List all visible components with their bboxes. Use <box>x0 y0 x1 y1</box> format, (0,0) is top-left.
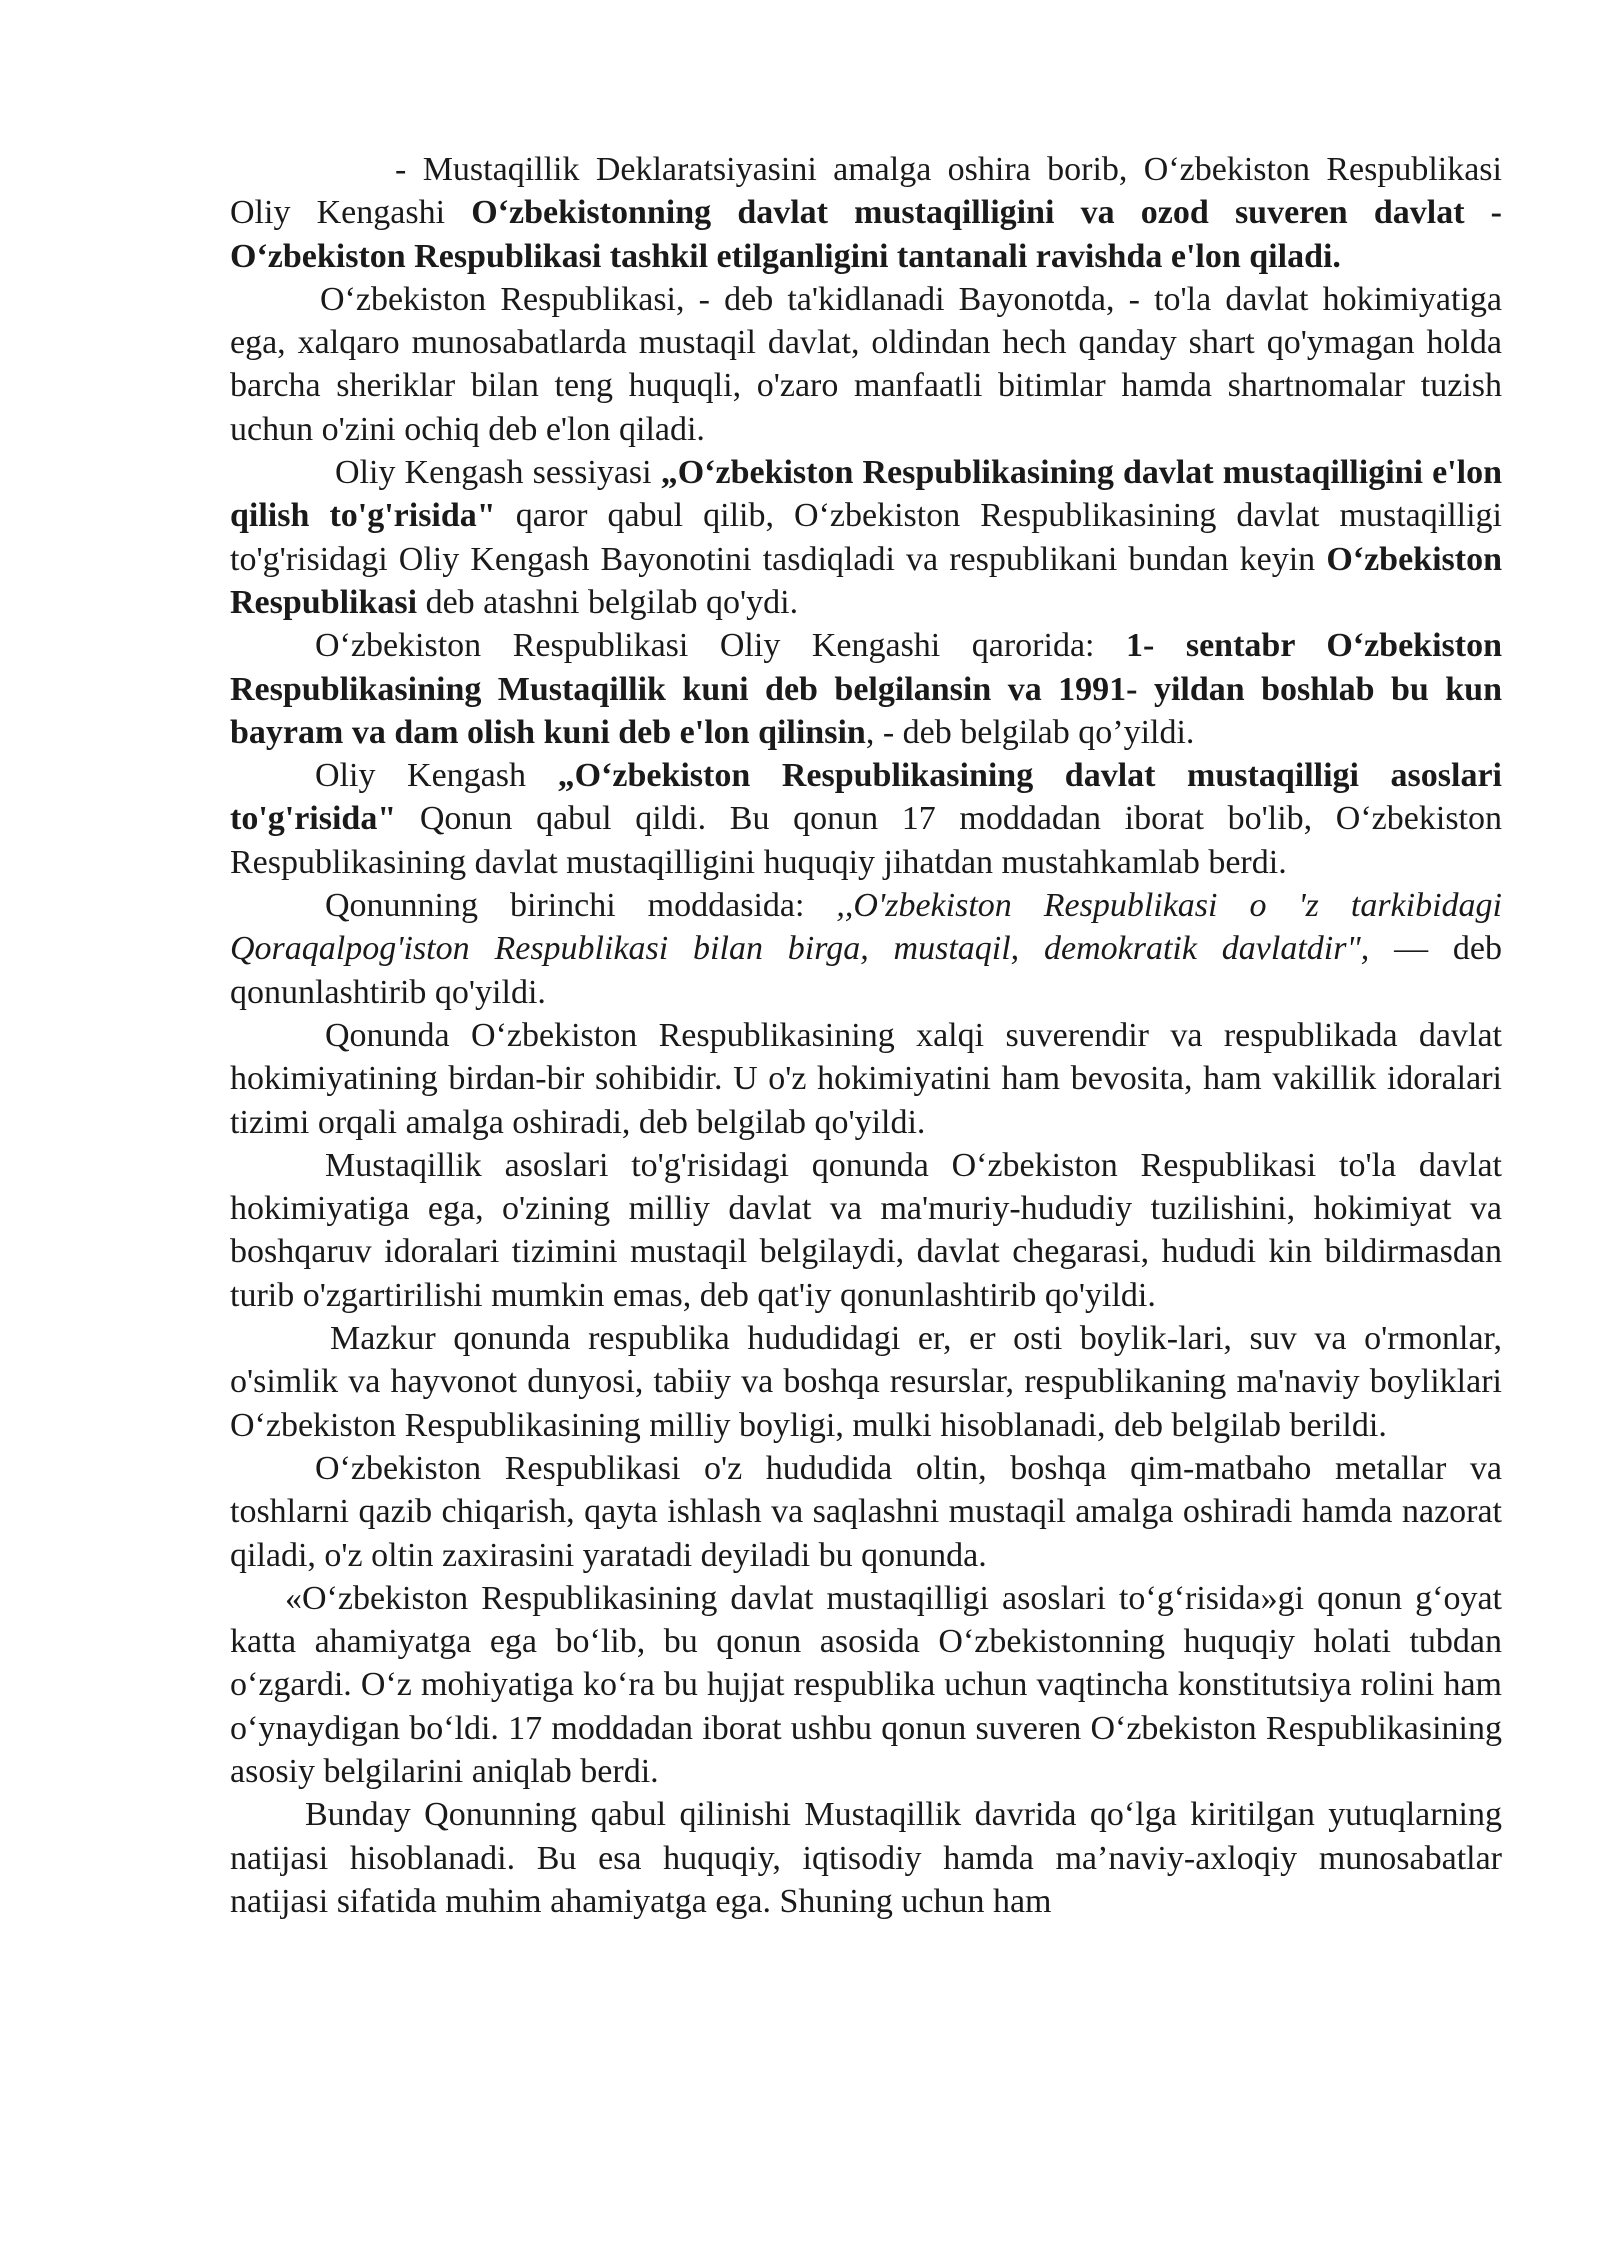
paragraph-3-run-5: deb atashni belgilab qo'ydi. <box>417 583 799 621</box>
paragraph-6 <box>230 884 1502 1014</box>
paragraph-4-run-1: O‘zbekiston Respublikasi Oliy Kengashi qarorida: <box>315 627 1127 665</box>
paragraph-7 <box>230 1014 1502 1144</box>
paragraph-4-run-2: 1- sentabr O‘zbekiston Respublikasining Mustaqillik kuni deb belgilansin va 1991- yildan boshlab bu kun bayram va dam olish kuni deb e'lon qilinsin <box>230 627 1502 751</box>
paragraph-4 <box>230 624 1502 754</box>
paragraph-2 <box>230 278 1502 451</box>
paragraph-1-run-1: - Mustaqillik Deklaratsiyasini amalga oshira borib, O‘zbekiston Respublikasi Oliy Kengashi <box>230 151 1502 232</box>
paragraph-6-run-1: Qonunning birinchi moddasida: <box>325 887 837 925</box>
paragraph-8-run-1: Mustaqillik asoslari to'g'risidagi qonunda O‘zbekiston Respublikasi to'la davlat hokimiyatiga ega, o'zining milliy davlat va ma'muriy-hududiy tuzilishini, hokimiyat va boshqaruv idoralari tizimini mustaqil belgilaydi, davlat chegarasi, hududi kin bildirmasdan turib o'zgartirilishi mumkin emas, deb qat'iy qonunlashtirib qo'yildi. <box>230 1146 1502 1314</box>
paragraph-5 <box>230 754 1502 884</box>
paragraph-3-run-3: qaror qabul qilib, O‘zbekiston Respublikasining davlat mustaqilligi to'g'risidagi Oliy Kengash Bayonotini tasdiqladi va respublikani bundan keyin <box>230 497 1503 578</box>
paragraph-10 <box>230 1447 1502 1577</box>
paragraph-5-run-3: Qonun qabul qildi. Bu qonun 17 moddadan iborat bo'lib, O‘zbekiston Respublikasining davlat mustaqilligini huquqiy jihatdan mustahkamlab berdi. <box>230 800 1502 881</box>
paragraph-3-run-4: O‘zbekiston Respublikasi <box>230 540 1502 621</box>
paragraph-12-run-1: Bunday Qonunning qabul qilinishi Mustaqillik davrida qo‘lga kiritilgan yutuqlarning natijasi hisoblanadi. Bu esa huquqiy, iqtisodiy hamda ma’naviy-axloqiy munosabatlar natijasi sifatida muhim ahamiyatga ega. Shuning uchun ham <box>230 1796 1502 1920</box>
paragraph-6-run-3: — deb qonunlashtirib qo'yildi. <box>230 930 1503 1011</box>
paragraph-4-run-3: , - deb belgilab qo’yildi. <box>865 713 1195 751</box>
paragraph-1 <box>230 148 1502 278</box>
paragraph-9 <box>230 1317 1502 1447</box>
paragraph-5-run-2: „O‘zbekiston Respublikasining davlat mustaqilligi asoslari to'g'risida" <box>230 757 1503 838</box>
paragraph-3-run-1: Oliy Kengash sessiyasi <box>335 454 661 492</box>
paragraph-3 <box>230 451 1502 624</box>
paragraph-5-run-1: Oliy Kengash <box>315 757 558 795</box>
paragraph-8 <box>230 1144 1502 1317</box>
paragraph-2-run-1: O‘zbekiston Respublikasi, - deb ta'kidlanadi Bayonotda, - to'la davlat hokimiyatiga ega, xalqaro munosabatlarda mustaqil davlat, oldindan hech qanday shart qo'ymagan holda barcha sheriklar bilan teng huquqli, o'zaro manfaatli bitimlar hamda shartnomalar tuzish uchun o'zini ochiq deb e'lon qiladi. <box>230 280 1502 448</box>
paragraph-12 <box>230 1793 1502 1923</box>
paragraph-11-run-1: «O‘zbekiston Respublikasining davlat mustaqilligi asoslari to‘g‘risida»gi qonun g‘oyat katta ahamiyatga ega bo‘lib, bu qonun asosida O‘zbekistonning huquqiy holati tubdan o‘zgardi. O‘z mohiyatiga ko‘ra bu hujjat respublika uchun vaqtincha konstitutsiya rolini ham o‘ynaydigan bo‘ldi. 17 moddadan iborat ushbu qonun suveren O‘zbekiston Respublikasining asosiy belgilarini aniqlab berdi. <box>230 1579 1502 1790</box>
paragraph-1-run-2: O‘zbekistonning davlat mustaqilligini va ozod suveren davlat - O‘zbekiston Respublikasi tashkil etilganligini tantanali ravishda e'lon qiladi. <box>230 194 1503 275</box>
paragraph-11 <box>230 1577 1502 1793</box>
paragraph-7-run-1: Qonunda O‘zbekiston Respublikasining xalqi suverendir va respublikada davlat hokimiyatining birdan-bir sohibidir. U o'z hokimiyatini ham bevosita, ham vakillik idoralari tizimi orqali amalga oshiradi, deb belgilab qo'yildi. <box>230 1016 1502 1141</box>
paragraph-10-run-1: O‘zbekiston Respublikasi o'z hududida oltin, boshqa qim-matbaho metallar va toshlarni qazib chiqarish, qayta ishlash va saqlashni mustaqil amalga oshiradi hamda nazorat qiladi, o'z oltin zaxirasini yaratadi deyiladi bu qonunda. <box>230 1449 1502 1574</box>
paragraph-3-run-2: „O‘zbekiston Respublikasining davlat mustaqilligini e'lon qilish to'g'risida" <box>230 454 1502 535</box>
document-page <box>230 148 1502 1923</box>
paragraph-9-run-1: Mazkur qonunda respublika hududidagi er, er osti boylik-lari, suv va o'rmonlar, o'simlik va hayvonot dunyosi, tabiiy va boshqa resurslar, respublikaning ma'naviy boyliklari O‘zbekiston Respublikasining milliy boyligi, mulki hisoblanadi, deb belgilab berildi. <box>230 1320 1502 1444</box>
paragraph-6-run-2: ,,O'zbekiston Respublikasi o 'z tarkibidagi Qoraqalpog'iston Respublikasi bilan birga, mustaqil, demokratik davlatdir", <box>230 887 1502 968</box>
